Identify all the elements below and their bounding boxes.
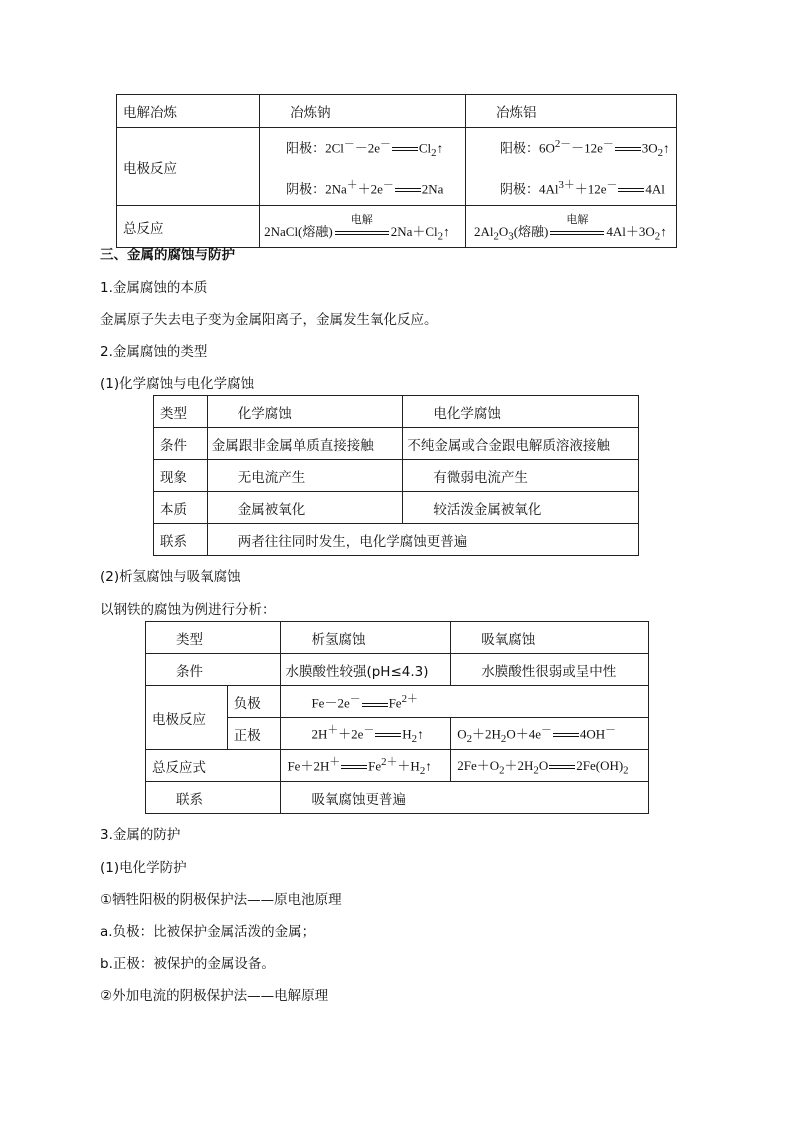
table-row [146,782,649,814]
header-cell: 吸氧腐蚀 [451,622,649,654]
header-cell: 冶炼铝 [465,95,676,128]
table-row [154,492,639,524]
table-cell: 较活泼金属被氧化 [403,492,639,524]
row-label: 联系 [154,524,208,556]
table-row [154,524,639,556]
sodium-anode-equation: 阳极：2Cl－－2e－ $Cl_2↑$ [286,138,444,159]
row-label: 正极 [227,718,281,750]
sodium-total-equation: 2NaCl(熔融) 电解 $2Na+Cl_2↑$ [260,206,466,248]
table-row [146,654,649,686]
table-row [154,428,639,460]
table-cell: 两者往往同时发生，电化学腐蚀更普遍 [207,524,638,556]
row-label: 条件 [146,654,281,686]
oxygen-total-equation: $2Fe+O_2+2H_2O$ $2Fe(OH)_2$ [451,750,649,782]
table-cell: 水膜酸性较强(pH≤4.3) [281,654,451,686]
table-row [146,622,649,654]
table-row [146,686,649,718]
corrosion-type-table [153,395,639,556]
header-cell: 冶炼钠 [260,95,466,128]
row-label: 联系 [146,782,281,814]
table-cell: 金属被氧化 [207,492,403,524]
body-text: 以钢铁的腐蚀为例进行分析： [100,602,276,618]
aluminum-cathode-equation: 阴极：$4Al^{3+}+12e^-$ 4Al [499,178,665,197]
table-cell: 电化学腐蚀 [403,396,639,428]
table-cell: 水膜酸性很弱或呈中性 [451,654,649,686]
body-text: 金属原子失去电子变为金属阳离子，金属发生氧化反应。 [100,312,438,328]
hydrogen-oxygen-corrosion-table [145,621,649,814]
table-row [154,460,639,492]
table-cell: 化学腐蚀 [207,396,403,428]
table-cell: 吸氧腐蚀更普遍 [281,782,649,814]
sodium-cathode-equation: 阴极：2Na＋＋2e－ 2Na [286,178,444,197]
oxygen-positive-equation: $O_2+2H_2O+4e^-$ 4OH－ [451,718,649,750]
header-cell: 类型 [146,622,281,654]
row-label: 负极 [227,686,281,718]
table-row [154,396,639,428]
aluminum-electrode-cell [465,128,676,206]
row-label: 总反应式 [146,750,281,782]
list-item: ②外加电流的阴极保护法——电解原理 [100,988,329,1004]
table-row [146,750,649,782]
hydrogen-total-equation: Fe＋2H＋ $Fe^{2+}+H_2↑$ [281,750,451,782]
row-label: 电极反应 [117,128,260,206]
sodium-electrode-cell [260,128,466,206]
list-item: a.负极：比被保护金属活泼的金属； [100,924,316,940]
subsection-title: 1.金属腐蚀的本质 [100,280,208,296]
table-cell: 无电流产生 [207,460,403,492]
negative-electrode-equation: Fe－2e－ $Fe^{2+}$ [281,686,649,718]
hydrogen-positive-equation: 2H＋＋2e－ $H_2↑$ [281,718,451,750]
subsection-title: 3.金属的防护 [100,827,181,843]
section-title: 三、金属的腐蚀与防护 [100,247,235,263]
aluminum-total-equation: $2Al_2O_3$(熔融) 电解 $4Al+3O_2↑$ [465,206,676,248]
subsection-subtitle: (2)析氢腐蚀与吸氧腐蚀 [100,569,241,585]
subsection-title: 2.金属腐蚀的类型 [100,344,208,360]
electrolysis-table [116,94,677,248]
row-label: 总反应 [117,206,260,248]
list-item: ①牺牲阳极的阴极保护法——原电池原理 [100,892,342,908]
header-cell: 电解冶炼 [117,95,260,128]
table-cell: 金属跟非金属单质直接接触 [207,428,403,460]
table-cell: 不纯金属或合金跟电解质溶液接触 [403,428,639,460]
header-cell: 析氢腐蚀 [281,622,451,654]
subsection-subtitle: (1)化学腐蚀与电化学腐蚀 [100,376,255,392]
row-label: 类型 [154,396,208,428]
table-cell: 有微弱电流产生 [403,460,639,492]
row-label: 电极反应 [146,686,228,750]
row-label: 本质 [154,492,208,524]
row-label: 现象 [154,460,208,492]
aluminum-anode-equation: 阳极：$6O^{2-}-12e^-$ $3O_2↑$ [499,138,670,159]
row-label: 条件 [154,428,208,460]
subsection-subtitle: (1)电化学防护 [100,860,187,876]
list-item: b.正极：被保护的金属设备。 [100,956,275,972]
